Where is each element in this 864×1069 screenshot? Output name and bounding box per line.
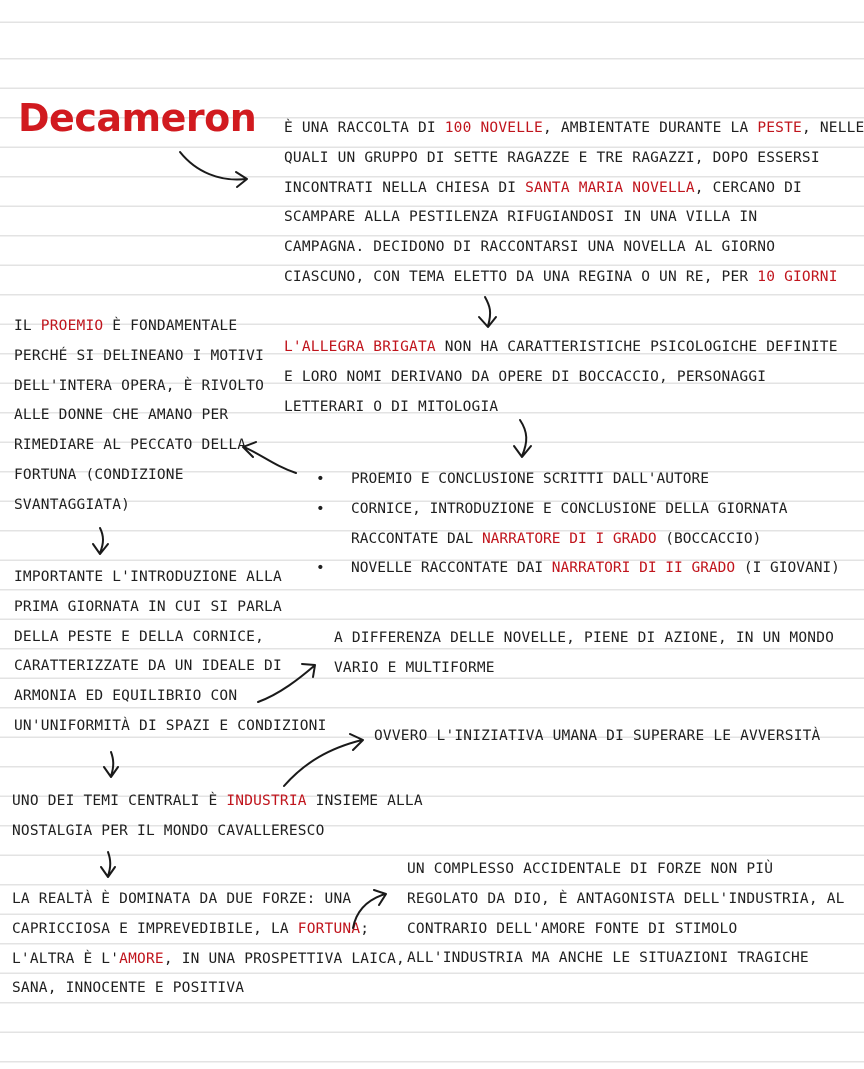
highlight: NARRATORE DI I GRADO [481,530,657,547]
highlight: AMORE [119,950,164,967]
arrow-down-icon [93,528,108,554]
text-line: SCAMPARE ALLA PESTILENZA RIFUGIANDOSI IN UNA VILLA IN [284,209,758,226]
text: IL [14,318,41,334]
text: ; [360,920,370,937]
text-line: UN COMPLESSO ACCIDENTALE DI FORZE NON PIÙ [407,861,774,877]
arrow-down-icon [101,852,115,877]
text: UNO DEI TEMI CENTRALI È [12,793,227,809]
text-line: UN'UNIFORMITÀ DI SPAZI E CONDIZIONI [14,717,327,734]
text-line: CARATTERIZZATE DA UN IDEALE DI [14,658,282,675]
text-line: ALLE DONNE CHE AMANO PER [14,407,229,424]
text-line: ALL'INDUSTRIA MA ANCHE LE SITUAZIONI TRAGICHE [407,950,809,967]
highlight: INDUSTRIA [226,793,307,809]
text: NOVELLE RACCONTATE DAI [351,560,552,577]
arrow-down-icon [104,752,118,777]
text: (I GIOVANI) [735,560,840,577]
arrow-icon [284,734,363,786]
text-line: E LORO NOMI DERIVANO DA OPERE DI BOCCACCIO, PERSONAGGI [284,368,767,385]
text: , CERCANO DI [694,179,802,196]
text: RACCONTATE DAL [351,530,482,547]
page-title: Decameron [18,96,257,140]
highlight: 10 GIORNI [757,268,838,285]
text: È FONDAMENTALE [103,318,238,334]
text-line: REGOLATO DA DIO, È ANTAGONISTA DELL'INDUSTRIA, AL [407,890,845,907]
highlight: 100 NOVELLE [444,120,543,136]
text-line: DELL'INTERA OPERA, È RIVOLTO [14,377,265,394]
text: CIASCUNO, CON TEMA ELETTO DA UNA REGINA O UN RE, PER [284,268,758,285]
text: NON HA CARATTERISTICHE PSICOLOGICHE DEFINITE [435,339,838,355]
text: PROEMIO E CONCLUSIONE SCRITTI DALL'AUTORE [351,471,709,487]
text-line: CAMPAGNA. DECIDONO DI RACCONTARSI UNA NOVELLA AL GIORNO [284,239,776,256]
text: È UNA RACCOLTA DI [284,120,445,136]
highlight: NARRATORI DI II GRADO [551,560,736,577]
arrow-down-icon [514,420,531,457]
highlight: L'ALLEGRA BRIGATA [284,339,436,355]
text-line: SVANTAGGIATA) [14,496,131,513]
highlight: FORTUNA [297,920,361,937]
text-line: IMPORTANTE L'INTRODUZIONE ALLA [14,569,282,585]
arrow-icon [258,664,315,702]
text-line: NOSTALGIA PER IL MONDO CAVALLERESCO [12,822,325,839]
text-line: PRIMA GIORNATA IN CUI SI PARLA [14,598,282,615]
highlight: PESTE [757,120,802,136]
text-line: CONTRARIO DELL'AMORE FONTE DI STIMOLO [407,920,738,937]
text: , NELLE [801,120,864,136]
highlight: SANTA MARIA NOVELLA [525,179,695,196]
text-line: QUALI UN GRUPPO DI SETTE RAGAZZE E TRE RAGAZZI, DOPO ESSERSI [284,149,820,166]
text-line: OVVERO L'INIZIATIVA UMANA DI SUPERARE LE AVVERSITÀ [374,728,821,744]
arrow-icon [353,890,386,928]
text: L'ALTRA È L' [12,950,120,967]
text: CAPRICCIOSA E IMPREVEDIBILE, LA [12,920,298,937]
text: (BOCCACCIO) [656,530,762,547]
text: INCONTRATI NELLA CHIESA DI [284,179,526,196]
text-line: RIMEDIARE AL PECCATO DELLA [14,437,247,454]
text: • CORNICE, INTRODUZIONE E CONCLUSIONE DELLA GIORNATA [351,500,788,517]
text-line: SANA, INNOCENTE E POSITIVA [12,980,245,997]
text-line: PERCHÉ SI DELINEANO I MOTIVI [14,347,265,364]
arrow-left-icon [243,442,296,473]
text-line: ARMONIA ED EQUILIBRIO CON [14,688,238,705]
text-line: A DIFFERENZA DELLE NOVELLE, PIENE DI AZIONE, IN UN MONDO [334,630,835,646]
arrow-icon [180,152,247,187]
text: , AMBIENTATE DURANTE LA [542,120,758,136]
text-line: LETTERARI O DI MITOLOGIA [284,398,499,415]
highlight: PROEMIO [40,318,104,334]
text-line: DELLA PESTE E DELLA CORNICE, [14,628,265,645]
text-line: LA REALTÀ È DOMINATA DA DUE FORZE: UNA [12,891,352,907]
text-line: VARIO E MULTIFORME [334,659,495,676]
arrow-down-icon [479,297,496,327]
text: INSIEME ALLA [306,793,423,809]
text-line: FORTUNA (CONDIZIONE [14,466,184,483]
text: , IN UNA PROSPETTIVA LAICA, [163,950,405,967]
